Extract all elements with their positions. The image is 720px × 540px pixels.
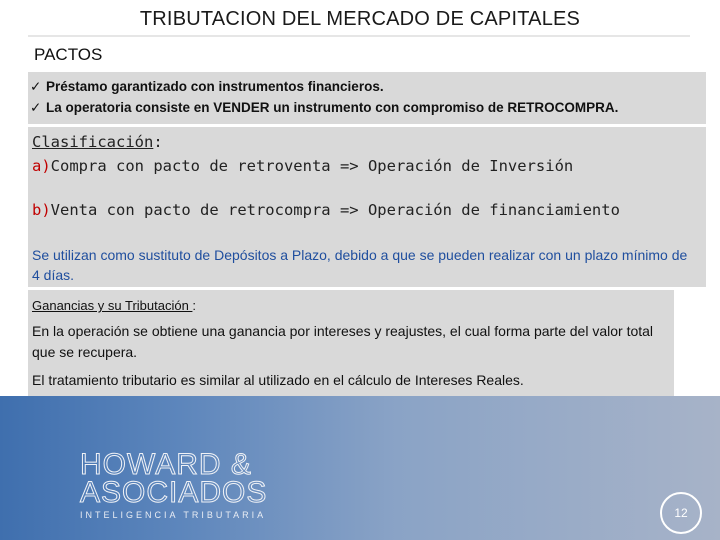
company-tagline: INTELIGENCIA TRIBUTARIA bbox=[80, 510, 267, 520]
company-logo-line2: ASOCIADOS bbox=[80, 476, 268, 509]
company-logo-line1: HOWARD & bbox=[80, 448, 252, 481]
gains-heading: Ganancias y su Tributación : bbox=[32, 298, 197, 313]
page-number: 12 bbox=[660, 492, 702, 534]
classification-item-a: a)Compra con pacto de retroventa => Operación de Inversión bbox=[32, 157, 574, 175]
footer-band bbox=[0, 396, 720, 540]
slide-title: TRIBUTACION DEL MERCADO DE CAPITALES bbox=[139, 8, 581, 30]
classification-box bbox=[28, 127, 706, 287]
classification-label: Clasificación: bbox=[32, 133, 163, 151]
bullet-item: ✓ Préstamo garantizado con instrumentos financieros. bbox=[30, 79, 384, 94]
gains-paragraph: En la operación se obtiene una ganancia por intereses y reajustes, el cual forma parte del valor total que se recupera. bbox=[32, 323, 654, 360]
title-divider bbox=[28, 35, 690, 37]
gains-box bbox=[28, 290, 674, 396]
classification-item-b: b)Venta con pacto de retrocompra => Operación de financiamiento bbox=[32, 201, 620, 219]
bullet-item: ✓ La operatoria consiste en VENDER un instrumento con compromiso de RETROCOMPRA. bbox=[30, 100, 619, 115]
tax-treatment-paragraph: El tratamiento tributario es similar al utilizado en el cálculo de Intereses Reales. bbox=[32, 372, 524, 388]
section-heading: PACTOS bbox=[34, 45, 103, 64]
checkmark-icon: ✓ bbox=[30, 79, 42, 94]
bullets-box bbox=[28, 72, 706, 124]
usage-note: Se utilizan como sustituto de Depósitos a Plazo, debido a que se pueden realizar con un plazo mínimo de 4 días. bbox=[32, 247, 688, 283]
checkmark-icon: ✓ bbox=[30, 100, 42, 115]
